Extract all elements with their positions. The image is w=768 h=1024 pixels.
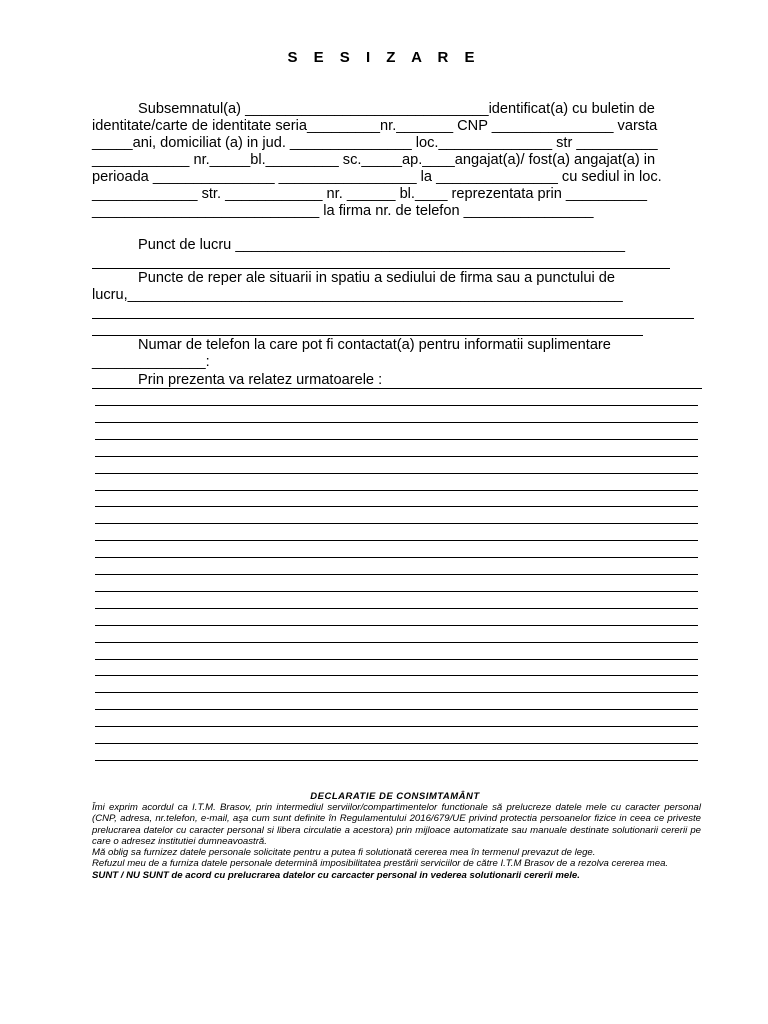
writing-line bbox=[95, 557, 698, 558]
writing-line bbox=[95, 439, 698, 440]
writing-line bbox=[95, 506, 698, 507]
puncte-reper-text: Puncte de reper ale situarii in spatiu a sediului de firma sau a punctului de bbox=[138, 270, 616, 286]
puncte-reper-underline-2 bbox=[92, 335, 643, 336]
puncte-reper-line-1 bbox=[92, 270, 701, 287]
telefon-line-1 bbox=[92, 337, 701, 354]
declaration-paragraph-1: Îmi exprim acordul ca I.T.M. Brasov, prin intermediul serviilor/compartimentelor functionale să prelucreze datele mele cu caracter personal (CNP, adresa, nr.telefon, e-mail, aşa cum sunt definite în Regulamentului 2016/679/UE privind protectia persoanelor fizice in ceea ce priveste prelucrarea datelor cu caracter personal si libera circulatie a acestora) prin mijloace automatizate sau manuale destinate solutionarii cererii pe care o adresez institutiei dumneavoastră. bbox=[92, 802, 701, 847]
intro-line-5: perioada _______________ _________________ la _______________ cu sediul in loc. bbox=[92, 169, 662, 185]
declaration-paragraph-3: Refuzul meu de a furniza datele personale determină imposibilitatea prestării serviciilor de către I.T.M Brasov de a rezolva cererea mea. bbox=[92, 858, 669, 870]
punct-de-lucru-text: Punct de lucru ________________________________________________ bbox=[138, 237, 625, 253]
writing-line bbox=[95, 659, 698, 660]
writing-line bbox=[95, 456, 698, 457]
declaration-title: DECLARATIE DE CONSIMTAMÂNT bbox=[310, 791, 480, 802]
writing-line bbox=[95, 591, 698, 592]
declaration-paragraph-2: Mă oblig sa furnizez datele personale solicitate pentru a putea fi solutionată cererea mea în termenul prevazut de lege. bbox=[92, 847, 596, 859]
writing-line bbox=[95, 540, 698, 541]
writing-line bbox=[95, 726, 698, 727]
writing-line bbox=[95, 743, 698, 744]
telefon-text: Numar de telefon la care pot fi contactat(a) pentru informatii suplimentare bbox=[138, 337, 611, 353]
writing-line bbox=[95, 625, 698, 626]
writing-line bbox=[95, 692, 698, 693]
writing-line bbox=[95, 422, 698, 423]
relatez-text: Prin prezenta va relatez urmatoarele : bbox=[138, 372, 383, 388]
intro-line-4: ____________ nr._____bl._________ sc._____ap.____angajat(a)/ fost(a) angajat(a) in bbox=[92, 152, 656, 168]
writing-line bbox=[95, 574, 698, 575]
writing-line bbox=[95, 709, 698, 710]
puncte-reper-underline-1 bbox=[92, 318, 694, 319]
declaration-body bbox=[92, 802, 701, 881]
relatez-line bbox=[92, 372, 701, 389]
puncte-reper-line-2: lucru,_____________________________________________________________ bbox=[92, 287, 623, 303]
writing-line bbox=[95, 473, 698, 474]
writing-line bbox=[95, 405, 698, 406]
intro-line-6: _____________ str. ____________ nr. ______ bl.____ reprezentata prin __________ bbox=[92, 186, 648, 202]
writing-line bbox=[95, 490, 698, 491]
writing-line bbox=[95, 608, 698, 609]
writing-line bbox=[95, 523, 698, 524]
punct-de-lucru-line bbox=[92, 237, 701, 254]
relatez-underline bbox=[92, 388, 702, 389]
writing-line bbox=[95, 642, 698, 643]
writing-line bbox=[95, 760, 698, 761]
intro-line-1 bbox=[92, 101, 701, 118]
page-title: S E S I Z A R E bbox=[287, 49, 481, 66]
writing-line bbox=[95, 675, 698, 676]
intro-line-2: identitate/carte de identitate seria_________nr._______ CNP _______________ varsta bbox=[92, 118, 658, 134]
intro-line-7: ____________________________ la firma nr. de telefon ________________ bbox=[92, 203, 594, 219]
intro-line-3: _____ani, domiciliat (a) in jud. _______________ loc.______________ str __________ bbox=[92, 135, 658, 151]
intro-line-1-text: Subsemnatul(a) ______________________________identificat(a) cu buletin de bbox=[138, 101, 655, 117]
telefon-line-2: ______________: bbox=[92, 354, 210, 370]
declaration-paragraph-4: SUNT / NU SUNT de acord cu prelucrarea datelor cu carcacter personal in vederea solutionarii cererii mele. bbox=[92, 869, 580, 881]
punct-de-lucru-underline bbox=[92, 268, 670, 269]
